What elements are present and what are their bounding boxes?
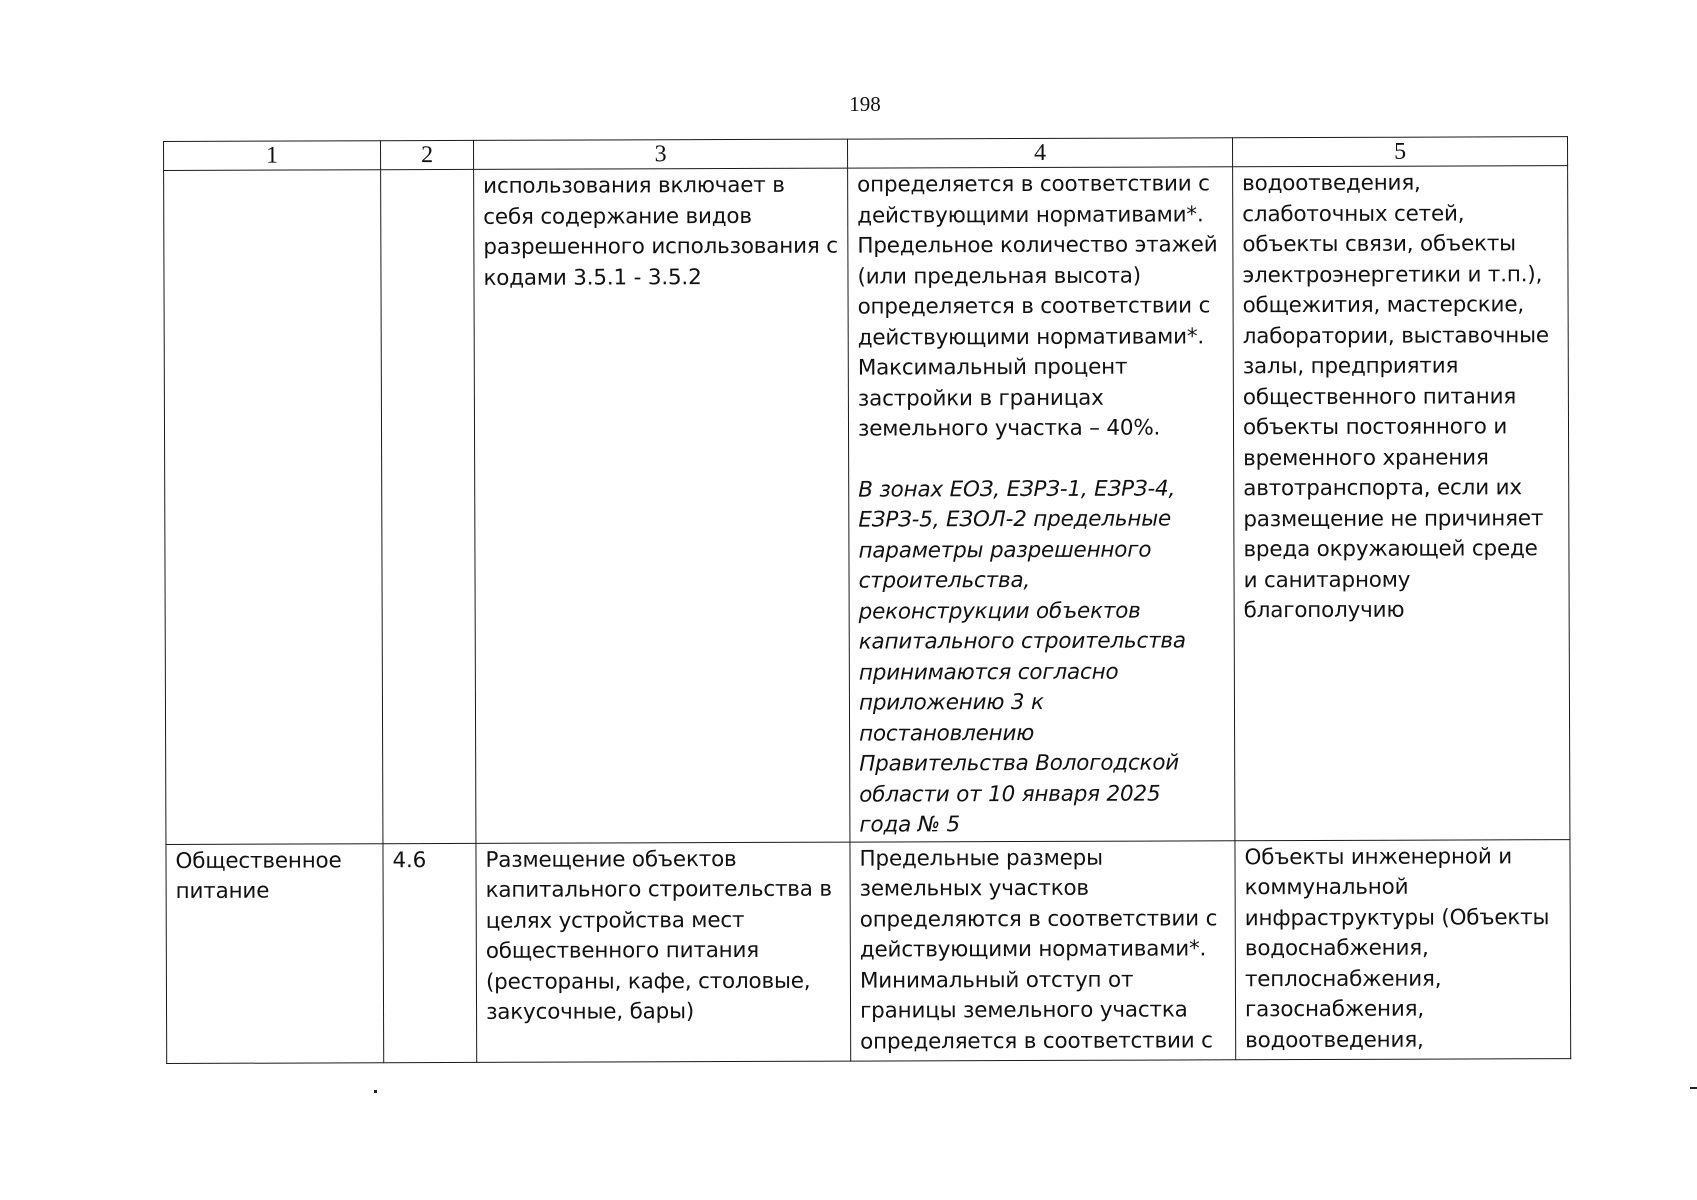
table-row xyxy=(166,839,1571,1063)
page-number: 198 xyxy=(849,92,881,116)
use-code: 4.6 xyxy=(392,847,427,873)
use-name: Общественное питание xyxy=(175,847,342,904)
use-parameters-note: В зонах ЕОЗ, ЕЗРЗ-1, ЕЗРЗ-4, ЕЗРЗ-5, ЕЗОЛ-2 предельные параметры разрешенного строительства, реконструкции объектов капитального строительства принимаются согласно приложению 3 к постановлению Правительства Вологодской области от 10 января 2025 года № 5 xyxy=(858,475,1186,838)
use-description: Размещение объектов капитального строительства в целях устройства мест общественного питания (рестораны, кафе, столовые, закусочные, бары) xyxy=(485,846,832,1025)
use-code-cell xyxy=(383,843,477,1062)
use-description-cell xyxy=(474,168,850,843)
auxiliary-uses-cell xyxy=(1235,839,1571,1059)
use-name-cell xyxy=(164,170,383,844)
use-parameters-cell xyxy=(848,167,1235,842)
use-description-cell xyxy=(476,842,851,1062)
scan-artifact-dash xyxy=(1690,1087,1697,1089)
auxiliary-uses: водоотведения, слаботочных сетей, объекты связи, объекты электроэнергетики и т.п.), общежития, мастерские, лаборатории, выставочные залы, предприятия общественного питания объекты постоянного и временного хранения автотранспорта, если их размещение не причиняет вреда окружающей среде и санитарному благополучию xyxy=(1242,170,1549,624)
column-header-5: 5 xyxy=(1232,137,1567,167)
use-description: использования включает в себя содержание видов разрешенного использования с кодами 3.5.1 - 3.5.2 xyxy=(483,172,838,291)
column-header-3: 3 xyxy=(473,139,847,169)
use-parameters: Предельные размеры земельных участков определяются в соответствии с действующими нормативами*. Минимальный отступ от границы земельного участка определяется в соответствии с xyxy=(859,845,1218,1055)
column-header-1: 1 xyxy=(164,141,381,171)
use-parameters: определяется в соответствии с действующими нормативами*. Предельное количество этажей (или предельная высота) определяется в соответствии с действующими нормативами*. Максимальный процент застройки в границах земельного участка – 40%. xyxy=(857,171,1218,442)
auxiliary-uses-cell xyxy=(1233,166,1570,841)
zoning-table xyxy=(163,136,1571,1063)
use-parameters-cell xyxy=(850,840,1236,1060)
table-row xyxy=(164,166,1570,844)
scan-artifact-dot xyxy=(374,1090,377,1093)
auxiliary-uses: Объекты инженерной и коммунальной инфраструктуры (Объекты водоснабжения, теплоснабжения, газоснабжения, водоотведения, xyxy=(1244,843,1550,1053)
column-header-2: 2 xyxy=(381,140,474,169)
use-code-cell xyxy=(381,169,476,843)
use-name-cell xyxy=(166,843,384,1063)
column-header-4: 4 xyxy=(847,138,1232,168)
use-name xyxy=(173,172,372,173)
